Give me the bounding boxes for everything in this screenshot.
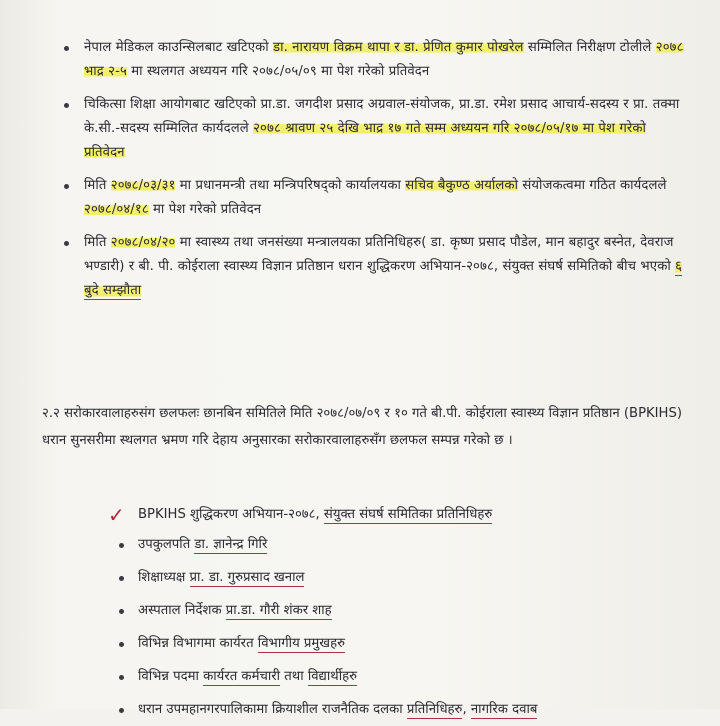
text-run: धरान उपमहानगरपालिकामा क्रियाशील राजनैतिक दलका — [138, 702, 407, 717]
text-run: तथा — [280, 669, 308, 684]
text-run: , — [462, 702, 471, 717]
bullet-icon — [64, 184, 69, 189]
marked-text: २०७८/०३/३१ — [110, 178, 176, 193]
bullet-icon — [64, 103, 69, 108]
marked-text: प्रतिनिधिहरु — [406, 702, 463, 717]
marked-text: प्रा.डा. गौरी शंकर शाह — [225, 603, 332, 618]
text-run: शिक्षाध्यक्ष — [138, 570, 190, 585]
text-run: अस्पताल निर्देशक — [138, 603, 226, 618]
bullet-icon — [119, 543, 124, 548]
list-item — [64, 93, 684, 165]
marked-text: कार्यरत कर्मचारी — [203, 669, 281, 684]
list-item-text — [138, 636, 345, 653]
stakeholder-heading — [108, 502, 708, 528]
list-item — [108, 693, 708, 726]
marked-text: २०७८/०४/२० — [110, 235, 176, 250]
list-item — [64, 231, 684, 303]
marked-text: २०७८ भाद्र २-५ — [84, 40, 684, 79]
text-run: विभिन्न पदमा — [138, 669, 204, 684]
list-item-text — [138, 570, 304, 587]
section-paragraph: २.२ सरोकारवालाहरुसंग छलफलः छानबिन समितिले मिति २०७८/०७/०९ र १० गते बी.पी. कोईराला स्वास्थ्य विज्ञान प्रतिष्ठान (BPKIHS) धरान सुनसरीमा स्थलगत भ्रमण गरि देहाय अनुसारका सरोकारवालाहरुसँग छलफल सम्पन्न गरेको छ । — [42, 406, 682, 448]
bullet-icon — [119, 675, 124, 680]
text-run: मा स्थलगत अध्ययन गरि २०७८/०५/०९ मा पेश गरेको प्रतिवेदन — [126, 64, 430, 79]
text-run: मा पेश गरेको प्रतिवेदन — [148, 202, 262, 217]
bullet-icon — [64, 241, 69, 246]
marked-text: ६ बुदे सम्झौता — [84, 259, 683, 298]
list-item-text — [84, 40, 684, 79]
marked-text: सचिव बैकुण्ठ अर्यालको — [405, 178, 519, 193]
list-item-text — [84, 235, 682, 300]
marked-text: विद्यार्थीहरु — [307, 669, 358, 684]
marked-text: डा. नारायण विक्रम थापा र डा. प्रेणित कुमार पोखरेल — [273, 40, 524, 55]
list-item — [64, 36, 684, 84]
list-item-text — [138, 702, 537, 719]
text-run: विभिन्न विभागमा कार्यरत — [138, 636, 258, 651]
list-item — [108, 627, 708, 660]
marked-text: २०७८ श्रावण २५ देखि भाद्र १७ गते सम्म अध्ययन गरि २०७८/०५/१७ मा पेश गरेको प्रतिवेदन — [84, 121, 646, 160]
marked-text: नागरिक दवाब — [470, 702, 538, 717]
bullet-icon — [64, 46, 69, 51]
stakeholder-list — [108, 502, 708, 726]
list-item-text — [84, 178, 667, 217]
list-item-text — [84, 97, 679, 160]
text-run: मिति — [84, 235, 111, 250]
report-list — [64, 36, 684, 312]
text-run: मिति — [84, 178, 111, 193]
list-item-text — [138, 603, 332, 620]
list-item — [108, 594, 708, 627]
bullet-icon — [119, 576, 124, 581]
text-run: BPKIHS शुद्धिकरण अभियान-२०७८, — [138, 507, 324, 522]
list-item — [108, 660, 708, 693]
text-run: मा स्वास्थ्य तथा जनसंख्या मन्त्रालयका प्रतिनिधिहरु( डा. कृष्ण प्रसाद पौडेल, मान बहादुर बस्नेत, देवराज भण्डारी) र बी. पी. कोईराला स्वास्थ्य विज्ञान प्रतिष्ठान धरान शुद्धिकरण अभियान-२०७८, संयुक्त संघर्ष समितिको बीच भएको — [84, 235, 676, 274]
marked-text: विभागीय प्रमुखहरु — [257, 636, 345, 651]
text-run: मा प्रधानमन्त्री तथा मन्त्रिपरिषद्को कार्यालयका — [175, 178, 406, 193]
stakeholder-heading-text — [138, 507, 492, 524]
list-item-text — [138, 537, 267, 554]
text-run: चिकित्सा शिक्षा आयोगबाट खटिएको प्रा.डा. जगदीश प्रसाद अग्रवाल-संयोजक, प्रा.डा. रमेश प्रसाद आचार्य-सदस्य र प्रा. तक्मा के.सी.-सदस्य सम्मिलित कार्यदलले — [84, 97, 680, 136]
list-item — [108, 561, 708, 594]
list-item-text — [138, 669, 357, 686]
checkmark-icon: ✓ — [108, 503, 125, 527]
marked-text: संयुक्त संघर्ष समितिका प्रतिनिधिहरु — [323, 507, 493, 522]
marked-text: डा. ज्ञानेन्द्र गिरि — [194, 537, 268, 552]
list-item — [64, 174, 684, 222]
list-item — [108, 528, 708, 561]
bullet-icon — [119, 609, 124, 614]
text-run: उपकुलपति — [138, 537, 195, 552]
marked-text: २०७८/०४/१८ — [84, 202, 149, 217]
text-run: नेपाल मेडिकल काउन्सिलबाट खटिएको — [84, 40, 274, 55]
text-run: सम्मिलित निरीक्षण टोलीले — [523, 40, 656, 55]
bullet-icon — [119, 642, 124, 647]
text-run: संयोजकत्वमा गठित कार्यदलले — [518, 178, 667, 193]
marked-text: प्रा. डा. गुरुप्रसाद खनाल — [189, 570, 305, 585]
